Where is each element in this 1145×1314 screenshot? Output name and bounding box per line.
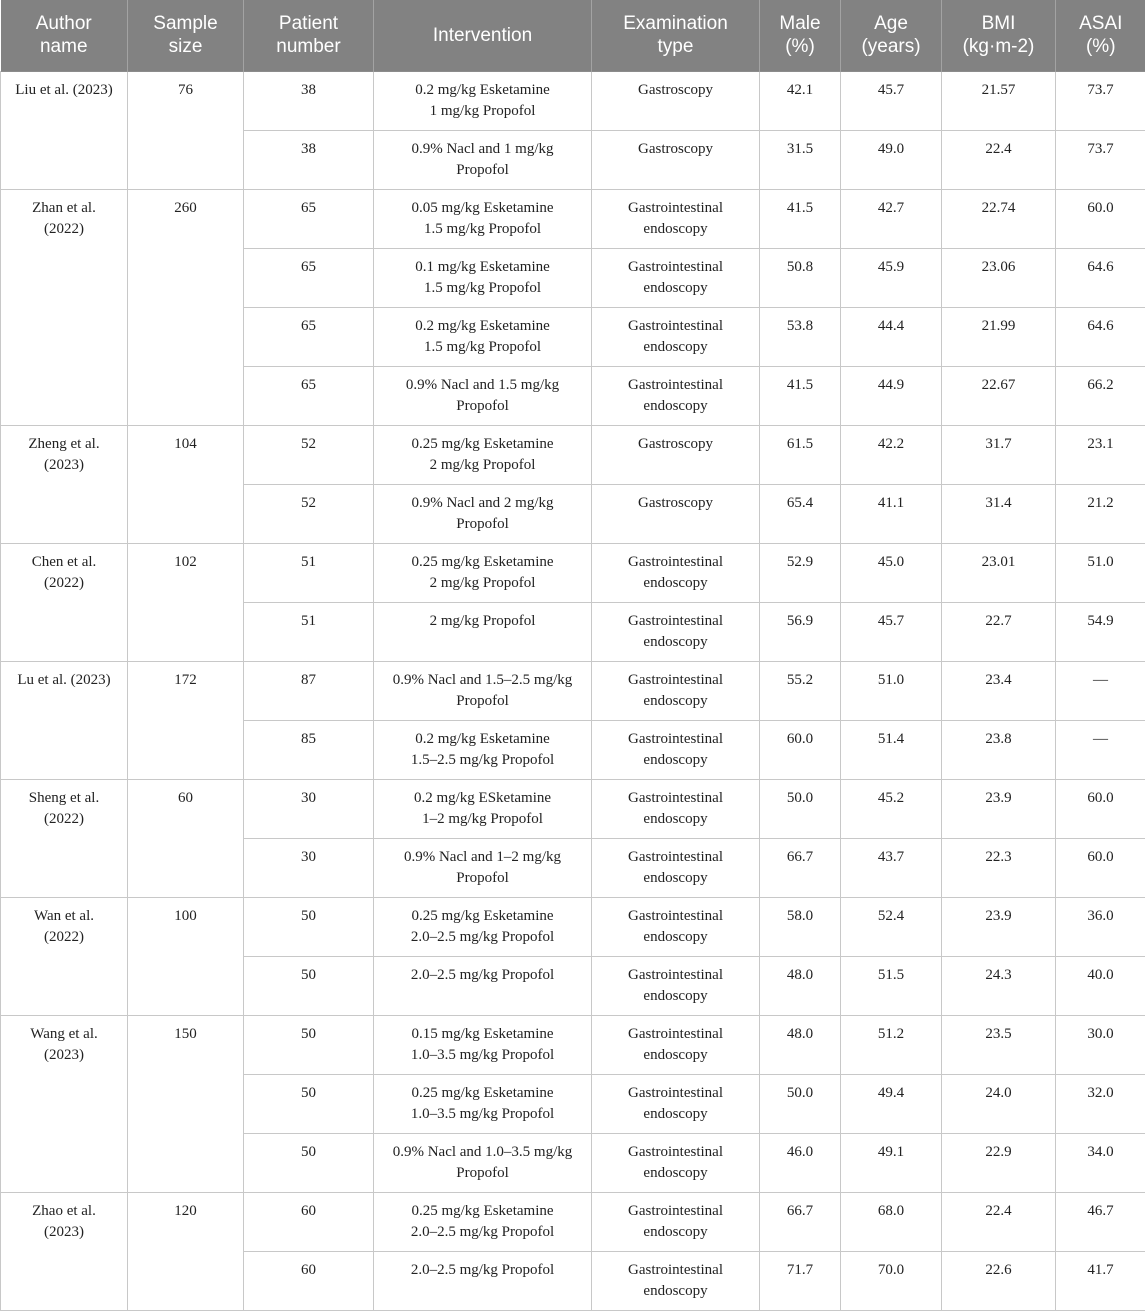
sample-size-cell: 172 <box>128 661 244 779</box>
cell-line: (2022) <box>44 928 84 945</box>
table-row <box>1 189 1145 248</box>
sample-size-cell: 104 <box>128 425 244 543</box>
patient-number-cell: 50 <box>244 1074 374 1133</box>
cell-line: Zhan et al. <box>32 199 96 216</box>
cell-line: Gastrointestinal <box>628 376 723 393</box>
age-cell: 52.4 <box>841 897 942 956</box>
bmi-cell: 24.0 <box>942 1074 1056 1133</box>
examination-type-cell <box>592 779 760 838</box>
intervention-cell <box>374 661 592 720</box>
cell-line: Intervention <box>432 24 533 46</box>
cell-line: Propofol <box>456 1164 509 1181</box>
male-percent-cell: 42.1 <box>760 71 841 130</box>
sample-size-cell: 76 <box>128 71 244 189</box>
cell-line: Gastroscopy <box>638 140 713 157</box>
cell-line: endoscopy <box>643 397 708 414</box>
intervention-cell <box>374 1133 592 1192</box>
sample-size-cell: 150 <box>128 1015 244 1192</box>
author-cell <box>1 543 128 661</box>
cell-line: 0.05 mg/kg Esketamine <box>411 199 554 216</box>
cell-line: BMI <box>981 13 1016 35</box>
examination-type-cell <box>592 366 760 425</box>
male-percent-cell: 55.2 <box>760 661 841 720</box>
sample-size-cell: 120 <box>128 1192 244 1310</box>
cell-line: endoscopy <box>643 928 708 945</box>
male-percent-cell: 50.0 <box>760 779 841 838</box>
patient-number-cell: 50 <box>244 1133 374 1192</box>
cell-line: name <box>39 36 88 58</box>
table-row <box>1 71 1145 130</box>
intervention-cell <box>374 779 592 838</box>
sample-size-cell: 100 <box>128 897 244 1015</box>
cell-line: 0.25 mg/kg Esketamine <box>411 907 554 924</box>
intervention-cell <box>374 1015 592 1074</box>
column-header-sample-size <box>128 0 244 71</box>
examination-type-cell <box>592 1133 760 1192</box>
table-row <box>1 425 1145 484</box>
age-cell: 49.0 <box>841 130 942 189</box>
intervention-cell <box>374 1251 592 1310</box>
male-percent-cell: 52.9 <box>760 543 841 602</box>
bmi-cell: 31.4 <box>942 484 1056 543</box>
examination-type-cell <box>592 661 760 720</box>
male-percent-cell: 48.0 <box>760 956 841 1015</box>
asai-percent-cell: 54.9 <box>1056 602 1145 661</box>
cell-line: Gastrointestinal <box>628 966 723 983</box>
age-cell: 68.0 <box>841 1192 942 1251</box>
cell-line: number <box>276 36 341 58</box>
age-cell: 51.0 <box>841 661 942 720</box>
bmi-cell: 22.74 <box>942 189 1056 248</box>
cell-line: 0.9% Nacl and 1.5–2.5 mg/kg <box>392 671 573 688</box>
cell-line: type <box>657 36 694 58</box>
asai-percent-cell: 64.6 <box>1056 307 1145 366</box>
intervention-cell <box>374 897 592 956</box>
age-cell: 43.7 <box>841 838 942 897</box>
column-header-male-percent <box>760 0 841 71</box>
cell-line: 0.2 mg/kg Esketamine <box>415 81 550 98</box>
patient-number-cell: 30 <box>244 838 374 897</box>
cell-line: endoscopy <box>643 220 708 237</box>
cell-line: ASAI <box>1079 13 1123 35</box>
table-row <box>1 897 1145 956</box>
table-row <box>1 779 1145 838</box>
intervention-cell <box>374 248 592 307</box>
patient-number-cell: 51 <box>244 543 374 602</box>
bmi-cell: 23.06 <box>942 248 1056 307</box>
asai-percent-cell: 73.7 <box>1056 130 1145 189</box>
asai-percent-cell: — <box>1056 720 1145 779</box>
bmi-cell: 23.4 <box>942 661 1056 720</box>
cell-line: Gastrointestinal <box>628 1084 723 1101</box>
examination-type-cell <box>592 838 760 897</box>
cell-line: (2022) <box>44 220 84 237</box>
cell-line: Gastroscopy <box>638 494 713 511</box>
intervention-cell <box>374 1192 592 1251</box>
asai-percent-cell: 36.0 <box>1056 897 1145 956</box>
author-cell <box>1 1015 128 1192</box>
intervention-cell <box>374 543 592 602</box>
cell-line: Gastrointestinal <box>628 317 723 334</box>
cell-line: 0.9% Nacl and 1 mg/kg <box>411 140 554 157</box>
bmi-cell: 22.7 <box>942 602 1056 661</box>
cell-line: (2022) <box>44 810 84 827</box>
sample-size-cell: 102 <box>128 543 244 661</box>
patient-number-cell: 60 <box>244 1251 374 1310</box>
cell-line: endoscopy <box>643 1105 708 1122</box>
cell-line: 1.5 mg/kg Propofol <box>423 338 542 355</box>
cell-line: 2.0–2.5 mg/kg Propofol <box>410 1261 555 1278</box>
asai-percent-cell: 30.0 <box>1056 1015 1145 1074</box>
cell-line: Sheng et al. <box>28 789 100 806</box>
table-row <box>1 543 1145 602</box>
patient-number-cell: 50 <box>244 1015 374 1074</box>
age-cell: 49.4 <box>841 1074 942 1133</box>
cell-line: Propofol <box>456 397 509 414</box>
cell-line: 2 mg/kg Propofol <box>429 612 536 629</box>
cell-line: endoscopy <box>643 1223 708 1240</box>
asai-percent-cell: 60.0 <box>1056 189 1145 248</box>
cell-line: (%) <box>1085 36 1116 58</box>
bmi-cell: 22.3 <box>942 838 1056 897</box>
cell-line: (2022) <box>44 574 84 591</box>
examination-type-cell <box>592 897 760 956</box>
author-cell <box>1 779 128 897</box>
bmi-cell: 24.3 <box>942 956 1056 1015</box>
male-percent-cell: 65.4 <box>760 484 841 543</box>
patient-number-cell: 38 <box>244 130 374 189</box>
patient-number-cell: 30 <box>244 779 374 838</box>
bmi-cell: 31.7 <box>942 425 1056 484</box>
intervention-cell <box>374 1074 592 1133</box>
bmi-cell: 22.4 <box>942 130 1056 189</box>
cell-line: Gastrointestinal <box>628 199 723 216</box>
cell-line: endoscopy <box>643 1164 708 1181</box>
cell-line: Propofol <box>456 692 509 709</box>
patient-number-cell: 51 <box>244 602 374 661</box>
bmi-cell: 23.9 <box>942 897 1056 956</box>
cell-line: Gastrointestinal <box>628 1261 723 1278</box>
sample-size-cell: 260 <box>128 189 244 425</box>
patient-number-cell: 60 <box>244 1192 374 1251</box>
age-cell: 51.2 <box>841 1015 942 1074</box>
intervention-cell <box>374 71 592 130</box>
male-percent-cell: 66.7 <box>760 838 841 897</box>
examination-type-cell <box>592 956 760 1015</box>
intervention-cell <box>374 189 592 248</box>
examination-type-cell <box>592 1074 760 1133</box>
cell-line: 1.5 mg/kg Propofol <box>423 279 542 296</box>
cell-line: (2023) <box>44 1223 84 1240</box>
cell-line: 0.15 mg/kg Esketamine <box>411 1025 554 1042</box>
bmi-cell: 22.67 <box>942 366 1056 425</box>
sample-size-cell: 60 <box>128 779 244 897</box>
cell-line: Gastrointestinal <box>628 1143 723 1160</box>
examination-type-cell <box>592 1015 760 1074</box>
examination-type-cell <box>592 130 760 189</box>
cell-line: Lu et al. (2023) <box>17 671 111 688</box>
cell-line: Gastrointestinal <box>628 907 723 924</box>
bmi-cell: 22.9 <box>942 1133 1056 1192</box>
cell-line: 0.2 mg/kg ESketamine <box>413 789 552 806</box>
asai-percent-cell: 41.7 <box>1056 1251 1145 1310</box>
cell-line: endoscopy <box>643 692 708 709</box>
patient-number-cell: 65 <box>244 189 374 248</box>
cell-line: Propofol <box>456 161 509 178</box>
intervention-cell <box>374 956 592 1015</box>
patient-number-cell: 52 <box>244 425 374 484</box>
intervention-cell <box>374 307 592 366</box>
author-cell <box>1 189 128 425</box>
cell-line: 0.25 mg/kg Esketamine <box>411 1084 554 1101</box>
patient-number-cell: 38 <box>244 71 374 130</box>
cell-line: (%) <box>785 36 815 58</box>
patient-number-cell: 85 <box>244 720 374 779</box>
male-percent-cell: 58.0 <box>760 897 841 956</box>
asai-percent-cell: 60.0 <box>1056 838 1145 897</box>
cell-line: Gastrointestinal <box>628 848 723 865</box>
asai-percent-cell: 40.0 <box>1056 956 1145 1015</box>
cell-line: Wang et al. <box>30 1025 98 1042</box>
asai-percent-cell: 46.7 <box>1056 1192 1145 1251</box>
cell-line: 0.9% Nacl and 1.0–3.5 mg/kg <box>392 1143 573 1160</box>
age-cell: 51.4 <box>841 720 942 779</box>
examination-type-cell <box>592 602 760 661</box>
column-header-age-years <box>841 0 942 71</box>
male-percent-cell: 61.5 <box>760 425 841 484</box>
cell-line: endoscopy <box>643 279 708 296</box>
male-percent-cell: 56.9 <box>760 602 841 661</box>
intervention-cell <box>374 720 592 779</box>
cell-line: endoscopy <box>643 987 708 1004</box>
age-cell: 41.1 <box>841 484 942 543</box>
intervention-cell <box>374 602 592 661</box>
cell-line: Gastrointestinal <box>628 730 723 747</box>
cell-line: 1–2 mg/kg Propofol <box>422 810 543 827</box>
author-cell <box>1 425 128 543</box>
cell-line: Male <box>779 13 821 35</box>
column-header-patient-number <box>244 0 374 71</box>
examination-type-cell <box>592 543 760 602</box>
table-header <box>1 0 1145 71</box>
age-cell: 42.7 <box>841 189 942 248</box>
examination-type-cell <box>592 248 760 307</box>
bmi-cell: 23.01 <box>942 543 1056 602</box>
table-row <box>1 661 1145 720</box>
cell-line: 2.0–2.5 mg/kg Propofol <box>410 1223 555 1240</box>
table-row <box>1 1015 1145 1074</box>
cell-line: 0.2 mg/kg Esketamine <box>415 317 550 334</box>
examination-type-cell <box>592 71 760 130</box>
examination-type-cell <box>592 484 760 543</box>
age-cell: 45.0 <box>841 543 942 602</box>
patient-number-cell: 50 <box>244 897 374 956</box>
age-cell: 44.4 <box>841 307 942 366</box>
asai-percent-cell: 34.0 <box>1056 1133 1145 1192</box>
cell-line: 0.25 mg/kg Esketamine <box>411 1202 554 1219</box>
age-cell: 45.7 <box>841 602 942 661</box>
age-cell: 45.7 <box>841 71 942 130</box>
cell-line: 2 mg/kg Propofol <box>429 574 536 591</box>
cell-line: Gastrointestinal <box>628 671 723 688</box>
bmi-cell: 23.8 <box>942 720 1056 779</box>
column-header-intervention <box>374 0 592 71</box>
cell-line: endoscopy <box>643 1282 708 1299</box>
cell-line: Gastrointestinal <box>628 612 723 629</box>
male-percent-cell: 50.0 <box>760 1074 841 1133</box>
author-cell <box>1 661 128 779</box>
cell-line: Gastrointestinal <box>628 258 723 275</box>
column-header-bmi <box>942 0 1056 71</box>
male-percent-cell: 60.0 <box>760 720 841 779</box>
male-percent-cell: 41.5 <box>760 366 841 425</box>
cell-line: endoscopy <box>643 1046 708 1063</box>
cell-line: Gastrointestinal <box>628 789 723 806</box>
examination-type-cell <box>592 189 760 248</box>
cell-line: endoscopy <box>643 810 708 827</box>
cell-line: 1.0–3.5 mg/kg Propofol <box>410 1046 555 1063</box>
cell-line: 2.0–2.5 mg/kg Propofol <box>410 966 555 983</box>
column-header-author-name <box>1 0 128 71</box>
male-percent-cell: 48.0 <box>760 1015 841 1074</box>
cell-line: (2023) <box>44 1046 84 1063</box>
cell-line: (kg·m-2) <box>962 36 1035 58</box>
cell-line: Propofol <box>456 515 509 532</box>
cell-line: 0.2 mg/kg Esketamine <box>415 730 550 747</box>
asai-percent-cell: 21.2 <box>1056 484 1145 543</box>
cell-line: Sample <box>153 13 218 35</box>
age-cell: 70.0 <box>841 1251 942 1310</box>
cell-line: 0.25 mg/kg Esketamine <box>411 553 554 570</box>
cell-line: Chen et al. <box>31 553 97 570</box>
intervention-cell <box>374 130 592 189</box>
asai-percent-cell: 60.0 <box>1056 779 1145 838</box>
age-cell: 42.2 <box>841 425 942 484</box>
cell-line: endoscopy <box>643 869 708 886</box>
cell-line: Gastroscopy <box>638 435 713 452</box>
cell-line: 1.0–3.5 mg/kg Propofol <box>410 1105 555 1122</box>
asai-percent-cell: 73.7 <box>1056 71 1145 130</box>
asai-percent-cell: 66.2 <box>1056 366 1145 425</box>
author-cell <box>1 1192 128 1310</box>
examination-type-cell <box>592 307 760 366</box>
male-percent-cell: 66.7 <box>760 1192 841 1251</box>
cell-line: Age <box>874 13 908 35</box>
bmi-cell: 23.5 <box>942 1015 1056 1074</box>
cell-line: Liu et al. (2023) <box>15 81 113 98</box>
cell-line: Propofol <box>456 869 509 886</box>
table-body <box>1 71 1145 1310</box>
cell-line: 0.9% Nacl and 2 mg/kg <box>411 494 554 511</box>
author-cell <box>1 897 128 1015</box>
age-cell: 45.2 <box>841 779 942 838</box>
examination-type-cell <box>592 720 760 779</box>
bmi-cell: 23.9 <box>942 779 1056 838</box>
cell-line: Author <box>35 13 92 35</box>
column-header-asai-percent <box>1056 0 1145 71</box>
cell-line: Wan et al. <box>33 907 94 924</box>
cell-line: 2 mg/kg Propofol <box>429 456 536 473</box>
cell-line: 1.5 mg/kg Propofol <box>423 220 542 237</box>
asai-percent-cell: 51.0 <box>1056 543 1145 602</box>
asai-percent-cell: — <box>1056 661 1145 720</box>
bmi-cell: 22.4 <box>942 1192 1056 1251</box>
cell-line: (years) <box>861 36 921 58</box>
male-percent-cell: 50.8 <box>760 248 841 307</box>
cell-line: Examination <box>623 13 728 35</box>
cell-line: 2.0–2.5 mg/kg Propofol <box>410 928 555 945</box>
intervention-cell <box>374 425 592 484</box>
intervention-cell <box>374 838 592 897</box>
examination-type-cell <box>592 1251 760 1310</box>
header-row <box>1 0 1145 71</box>
cell-line: Gastroscopy <box>638 81 713 98</box>
column-header-examination-type <box>592 0 760 71</box>
patient-number-cell: 50 <box>244 956 374 1015</box>
examination-type-cell <box>592 1192 760 1251</box>
cell-line: 1.5–2.5 mg/kg Propofol <box>410 751 555 768</box>
intervention-cell <box>374 366 592 425</box>
table-row <box>1 1192 1145 1251</box>
cell-line: 0.9% Nacl and 1.5 mg/kg <box>405 376 560 393</box>
cell-line: 0.25 mg/kg Esketamine <box>411 435 554 452</box>
cell-line: size <box>168 36 203 58</box>
asai-percent-cell: 64.6 <box>1056 248 1145 307</box>
cell-line: 0.1 mg/kg Esketamine <box>415 258 550 275</box>
bmi-cell: 21.57 <box>942 71 1056 130</box>
male-percent-cell: 31.5 <box>760 130 841 189</box>
patient-number-cell: 87 <box>244 661 374 720</box>
bmi-cell: 22.6 <box>942 1251 1056 1310</box>
cell-line: Gastrointestinal <box>628 553 723 570</box>
cell-line: endoscopy <box>643 751 708 768</box>
age-cell: 45.9 <box>841 248 942 307</box>
asai-percent-cell: 23.1 <box>1056 425 1145 484</box>
cell-line: endoscopy <box>643 574 708 591</box>
asai-percent-cell: 32.0 <box>1056 1074 1145 1133</box>
male-percent-cell: 41.5 <box>760 189 841 248</box>
bmi-cell: 21.99 <box>942 307 1056 366</box>
cell-line: Zhao et al. <box>32 1202 96 1219</box>
cell-line: (2023) <box>44 456 84 473</box>
patient-number-cell: 65 <box>244 366 374 425</box>
age-cell: 44.9 <box>841 366 942 425</box>
author-cell <box>1 71 128 189</box>
age-cell: 51.5 <box>841 956 942 1015</box>
patient-number-cell: 65 <box>244 248 374 307</box>
examination-type-cell <box>592 425 760 484</box>
patient-number-cell: 65 <box>244 307 374 366</box>
male-percent-cell: 46.0 <box>760 1133 841 1192</box>
male-percent-cell: 71.7 <box>760 1251 841 1310</box>
cell-line: 0.9% Nacl and 1–2 mg/kg <box>403 848 562 865</box>
cell-line: 1 mg/kg Propofol <box>429 102 536 119</box>
intervention-cell <box>374 484 592 543</box>
cell-line: Gastrointestinal <box>628 1025 723 1042</box>
cell-line: endoscopy <box>643 633 708 650</box>
cell-line: Patient <box>278 13 339 35</box>
age-cell: 49.1 <box>841 1133 942 1192</box>
patient-number-cell: 52 <box>244 484 374 543</box>
cell-line: Gastrointestinal <box>628 1202 723 1219</box>
cell-line: endoscopy <box>643 338 708 355</box>
male-percent-cell: 53.8 <box>760 307 841 366</box>
cell-line: Zheng et al. <box>28 435 100 452</box>
